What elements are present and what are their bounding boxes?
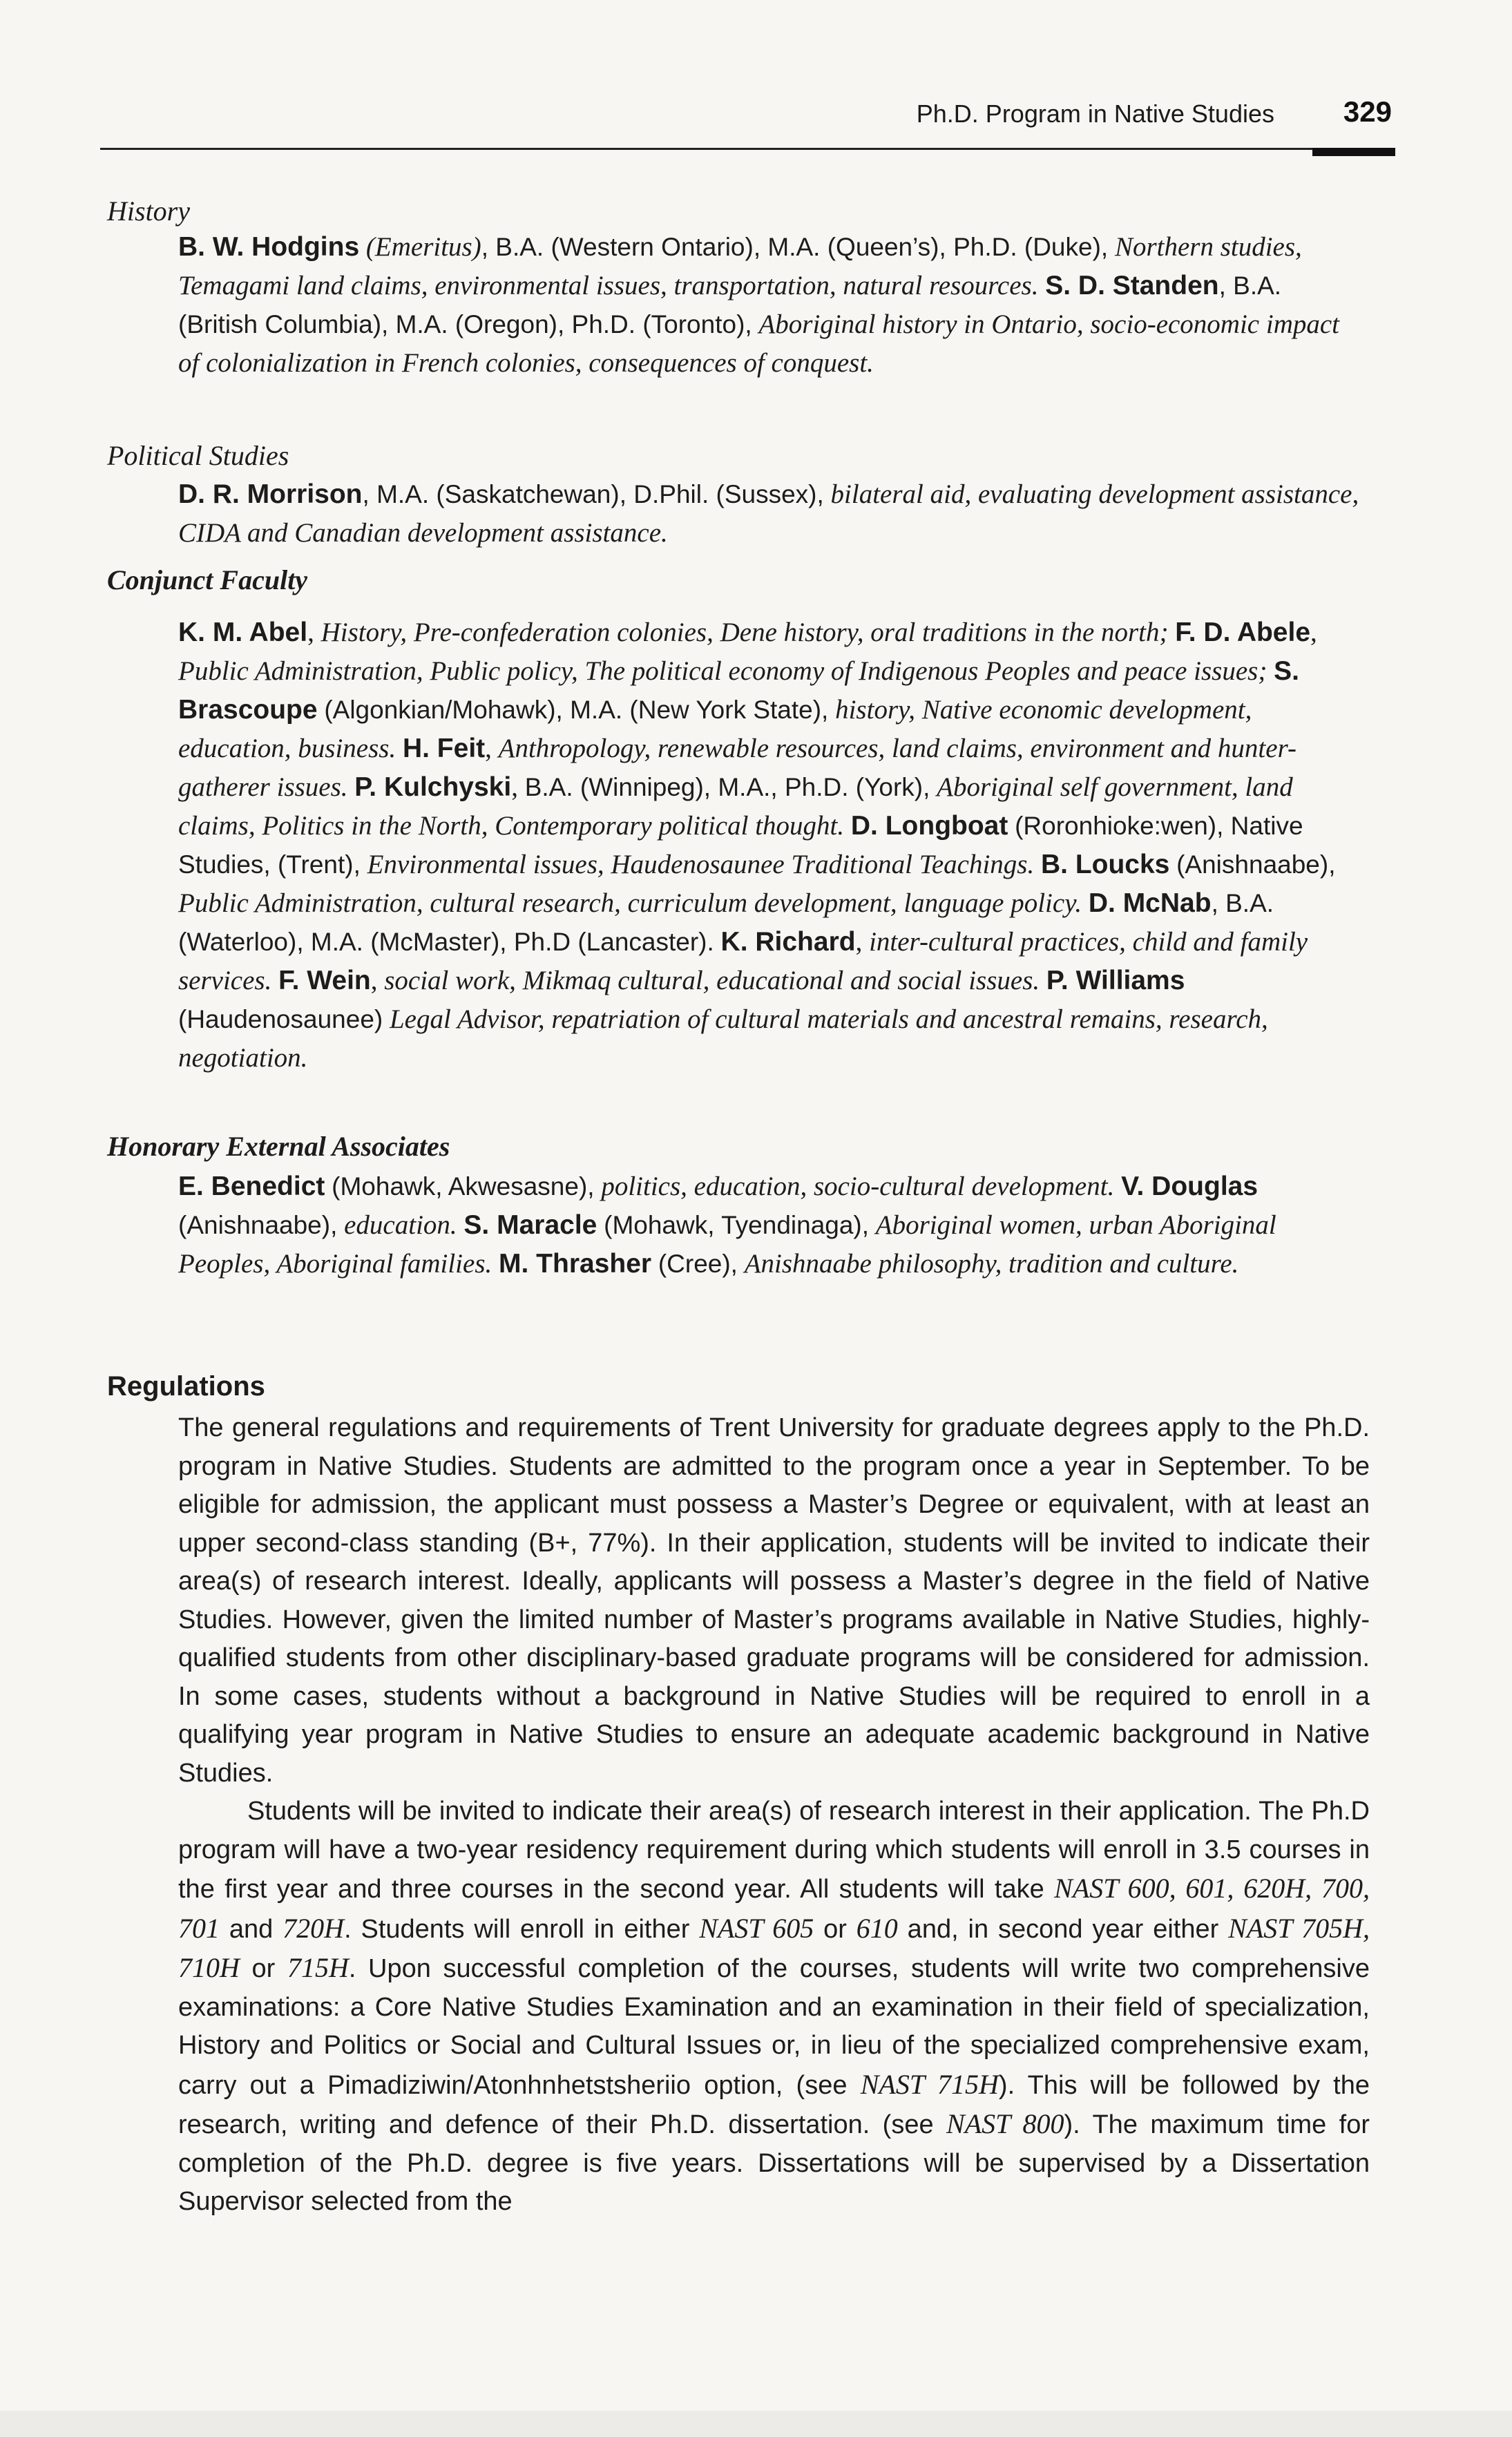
faculty-credentials: (Anishnaabe), — [1176, 850, 1336, 879]
course-code: NAST 605 — [699, 1912, 814, 1944]
faculty-name: B. Loucks — [1040, 850, 1170, 879]
text-run: Students will be invited to indicate their area(s) of research interest in their application. The Ph.D program will have a two-year residency requirement during which students will enroll in 3.5 courses in the first year and three courses in the second year. All students will take — [178, 1797, 1370, 1904]
course-code: NAST 705H, 710H — [178, 1912, 1370, 1983]
honorary-entries — [178, 1167, 1366, 1283]
associate-name: S. Maracle — [463, 1210, 597, 1240]
faculty-status: (Emeritus) — [365, 232, 481, 262]
faculty-credentials: , B.A. (Western Ontario), M.A. (Queen’s), Ph.D. (Duke), — [481, 233, 1109, 261]
faculty-name: K. M. Abel — [178, 618, 308, 647]
faculty-credentials: (Roronhioke:wen), Native Studies, (Trent), — [178, 812, 1303, 879]
course-code: NAST 600, 601, 620H, 700, 701 — [178, 1873, 1370, 1944]
regulations-heading: Regulations — [107, 1371, 265, 1402]
faculty-name: S. Brascoupe — [178, 656, 1299, 725]
faculty-name: K. Richard — [720, 927, 856, 957]
text-run: ). The maximum time for completion of the Ph.D. degree is five years. Dissertations will be supervised by a Dissertation Supervisor selected from the — [178, 2110, 1370, 2216]
history-entries — [178, 228, 1366, 383]
faculty-name: P. Kulchyski — [354, 772, 512, 802]
faculty-name: S. D. Standen — [1045, 271, 1219, 300]
text-run: and, in second year either — [897, 1914, 1229, 1944]
faculty-name: B. W. Hodgins — [178, 232, 360, 262]
faculty-name: F. D. Abele — [1175, 618, 1311, 647]
faculty-interests: History, Pre-confederation colonies, Dene history, oral traditions in the north; — [320, 618, 1169, 647]
course-code: 715H — [287, 1952, 349, 1983]
faculty-interests: Public Administration, cultural research, curriculum development, language policy. — [178, 888, 1082, 918]
text-run: or — [239, 1954, 287, 1983]
associate-affiliation: (Mohawk, Akwesasne), — [332, 1172, 595, 1201]
text-run: or — [814, 1914, 857, 1944]
text-run: . Upon successful completion of the courses, students will write two comprehensive examinations: a Core Native Studies Examination and an examination in their field of specialization, History and Politics or Social and Cultural Issues or, in lieu of the specialized comprehensive exam, carry out a Pimadiziwin/Atonhnhetstsheriio option, (see — [178, 1954, 1370, 2100]
text-run: ). This will be followed by the research, writing and defence of their Ph.D. dissertation. (see — [178, 2070, 1370, 2139]
faculty-credentials: (Algonkian/Mohawk), M.A. (New York State), — [324, 696, 829, 724]
associate-interests: education. — [344, 1210, 457, 1240]
course-code: NAST 800 — [946, 2108, 1064, 2139]
running-header — [104, 95, 1392, 144]
faculty-interests: Public Administration, Public policy, The political economy of Indigenous Peoples and peace issues; — [178, 656, 1267, 686]
associate-name: E. Benedict — [178, 1172, 325, 1201]
faculty-interests: Anthropology, renewable resources, land claims, environment and hunter-gatherer issues. — [178, 734, 1296, 802]
faculty-name: D. R. Morrison — [178, 479, 363, 509]
regulations-paragraph-2 — [178, 1793, 1370, 2221]
faculty-name: F. Wein — [278, 966, 371, 995]
faculty-credentials: , B.A. (Waterloo), M.A. (McMaster), Ph.D (Lancaster). — [178, 889, 1274, 956]
faculty-interests: Legal Advisor, repatriation of cultural materials and ancestral remains, research, negotiation. — [178, 1004, 1268, 1073]
faculty-credentials: , B.A. (British Columbia), M.A. (Oregon), Ph.D. (Toronto), — [178, 271, 1282, 338]
faculty-name: H. Feit — [402, 734, 486, 763]
faculty-interests: social work, Mikmaq cultural, educational and social issues. — [384, 966, 1040, 995]
conjunct-entries: K. M. Abel, History, Pre-confederation colonies, Dene history, oral traditions in the north; F. D. Abele, Public Administration, Public policy, The political economy of Indigenous Peoples and peace issues; S. Brascoupe (Algonkian/Mohawk), M.A. (New York State), history, Native economic development, education, business. H. Feit, Anthropology, renewable resources, land claims, environment and hunter-gatherer issues. P. Kulchyski, B.A. (Winnipeg), M.A., Ph.D. (York), Aboriginal self government, land claims, Politics in the North, Contemporary political thought. D. Longboat (Roronhioke:wen), Native Studies, (Trent), Environmental issues, Haudenosaunee Traditional Teachings. B. Loucks (Anishnaabe), Public Administration, cultural research, curriculum development, language policy. D. McNab, B.A. (Waterloo), M.A. (McMaster), Ph.D (Lancaster). K. Richard, inter-cultural practices, child and family services. F. Wein, social work, Mikmaq cultural, educational and social issues. P. Williams (Haudenosaunee) Legal Advisor, repatriation of cultural materials and ancestral remains, research, negotiation. — [178, 618, 1336, 1073]
associate-name: V. Douglas — [1121, 1172, 1259, 1201]
scan-bottom-edge — [0, 2411, 1512, 2437]
section-label-political-studies: Political Studies — [107, 440, 289, 471]
faculty-interests: Aboriginal self government, land claims, Politics in the North, Contemporary political thought. — [178, 772, 1293, 841]
page-number: 329 — [1343, 95, 1392, 128]
text-run: . Students will enroll in either — [344, 1914, 700, 1944]
faculty-name: D. Longboat — [850, 811, 1008, 841]
associate-affiliation: (Cree), — [658, 1250, 738, 1278]
header-title: Ph.D. Program in Native Studies — [916, 99, 1274, 128]
section-label-history: History — [107, 195, 190, 227]
associate-affiliation: (Mohawk, Tyendinaga), — [604, 1211, 870, 1239]
course-code: 610 — [856, 1912, 898, 1944]
section-label-conjunct-faculty: Conjunct Faculty — [107, 564, 308, 595]
associate-interests: politics, education, socio-cultural development. — [601, 1172, 1115, 1201]
faculty-name: D. McNab — [1088, 888, 1212, 918]
faculty-interests: history, Native economic development, education, business. — [178, 695, 1252, 763]
regulations-paragraph-1: The general regulations and requirements of Trent University for graduate degrees apply to the Ph.D. program in Native Studies. Students are admitted to the program once a year in September. To be eligible for admission, the applicant must possess a Master’s Degree or equivalent, with at least an upper second-class standing (B+, 77%). In their application, students will be invited to indicate their area(s) of research interest. Ideally, applicants will possess a Master’s degree in the field of Native Studies. However, given the limited number of Master’s programs available in Native Studies, highly-qualified students from other disciplinary-based graduate programs will be considered for admission. In some cases, students without a background in Native Studies will be required to enroll in a qualifying year program in Native Studies to ensure an adequate academic background in Native Studies. — [178, 1413, 1370, 1788]
course-code: NAST 715H — [860, 2068, 999, 2100]
section-label-honorary-associates: Honorary External Associates — [107, 1131, 450, 1162]
course-code: 720H — [283, 1912, 345, 1944]
faculty-credentials: , M.A. (Saskatchewan), D.Phil. (Sussex), — [362, 480, 824, 508]
associate-interests: Anishnaabe philosophy, tradition and culture. — [744, 1249, 1239, 1279]
faculty-credentials: B.A. (Winnipeg), M.A., Ph.D. (York), — [524, 773, 930, 801]
associate-affiliation: (Anishnaabe), — [178, 1211, 338, 1239]
faculty-interests: inter-cultural practices, child and family services. — [178, 927, 1308, 995]
text-run: and — [220, 1914, 283, 1944]
faculty-credentials: (Haudenosaunee) — [178, 1005, 383, 1033]
faculty-interests: Northern studies, Temagami land claims, environmental issues, transportation, natural resources. — [178, 232, 1302, 300]
header-rule — [100, 148, 1395, 150]
header-tab-mark — [1312, 148, 1395, 156]
regulations-body — [178, 1409, 1370, 2221]
faculty-interests: bilateral aid, evaluating development assistance, CIDA and Canadian development assistance. — [178, 479, 1359, 548]
faculty-interests: Environmental issues, Haudenosaunee Traditional Teachings. — [367, 850, 1035, 879]
faculty-interests: Aboriginal history in Ontario, socio-economic impact of colonialization in French colonies, consequences of conquest. — [178, 309, 1340, 378]
associate-interests: Aboriginal women, urban Aboriginal Peoples, Aboriginal families. — [178, 1210, 1276, 1279]
faculty-name: P. Williams — [1046, 966, 1185, 995]
political-entries — [178, 475, 1366, 553]
associate-name: M. Thrasher — [499, 1249, 652, 1279]
